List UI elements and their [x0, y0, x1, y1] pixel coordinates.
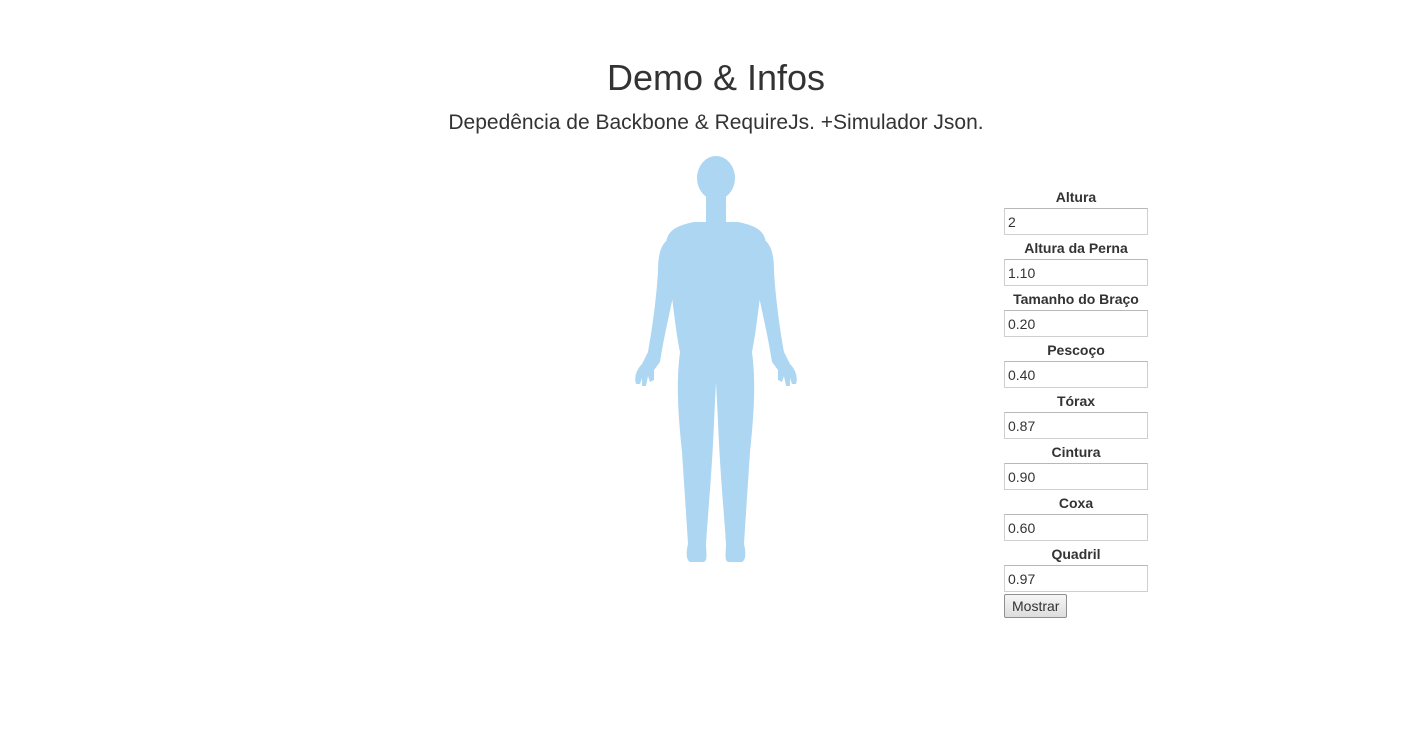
altura-da-perna-input[interactable] — [1004, 259, 1148, 286]
human-body-silhouette-icon — [630, 152, 802, 568]
pescoco-label: Pescoço — [1047, 342, 1105, 358]
quadril-label: Quadril — [1051, 546, 1101, 562]
coxa-input[interactable] — [1004, 514, 1148, 541]
mostrar-button[interactable]: Mostrar — [1004, 594, 1067, 618]
body-silhouette-shape — [635, 156, 797, 562]
coxa-label: Coxa — [1058, 495, 1094, 511]
page-subtitle: Depedência de Backbone & RequireJs. +Simulador Json. — [448, 111, 984, 134]
pescoco-input[interactable] — [1004, 361, 1148, 388]
altura-input[interactable] — [1004, 208, 1148, 235]
torax-input[interactable] — [1004, 412, 1148, 439]
quadril-input[interactable] — [1004, 565, 1148, 592]
altura-label: Altura — [1055, 189, 1097, 205]
altura-da-perna-label: Altura da Perna — [1024, 240, 1128, 256]
tamanho-do-braco-input[interactable] — [1004, 310, 1148, 337]
cintura-input[interactable] — [1004, 463, 1148, 490]
torax-label: Tórax — [1056, 393, 1096, 409]
tamanho-do-braco-label: Tamanho do Braço — [1013, 291, 1139, 307]
cintura-label: Cintura — [1051, 444, 1101, 460]
measurements-form — [1004, 184, 1150, 618]
page-title: Demo & Infos — [606, 57, 826, 98]
